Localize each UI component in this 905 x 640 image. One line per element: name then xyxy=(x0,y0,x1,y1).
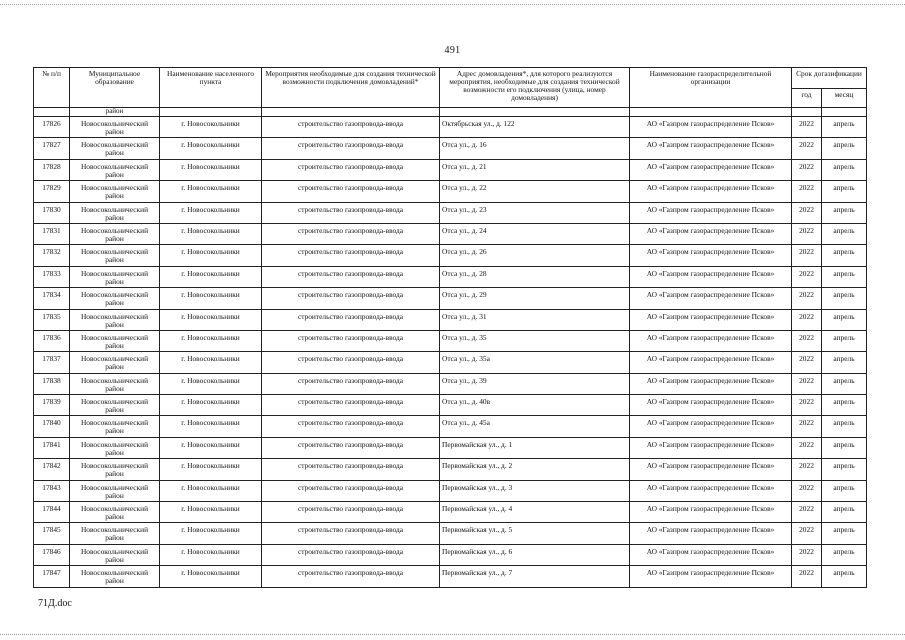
cell-address: Отса ул., д. 23 xyxy=(440,202,630,223)
cell-year: 2022 xyxy=(792,437,822,458)
cell-organization: АО «Газпром газораспределение Псков» xyxy=(630,502,792,523)
cell-municipality: Новосокольнический район xyxy=(70,117,160,138)
cell-organization: АО «Газпром газораспределение Псков» xyxy=(630,566,792,587)
cell-measure: строительство газопровода-ввода xyxy=(262,202,440,223)
cell-settlement: г. Новосокольники xyxy=(160,181,262,202)
cell-settlement: г. Новосокольники xyxy=(160,459,262,480)
header-municipality: Муниципальное образование xyxy=(70,68,160,108)
cell-organization: АО «Газпром газораспределение Псков» xyxy=(630,480,792,501)
table-row xyxy=(34,566,867,587)
cell-year: 2022 xyxy=(792,480,822,501)
cell-address: Первомайская ул., д. 7 xyxy=(440,566,630,587)
cell-settlement: г. Новосокольники xyxy=(160,202,262,223)
cell-month: апрель xyxy=(822,288,867,309)
cell-month: апрель xyxy=(822,373,867,394)
header-measures: Мероприятия необходимые для создания технической возможности подключения домовладений* xyxy=(262,68,440,108)
cell-num: 17829 xyxy=(34,181,70,202)
table-row xyxy=(34,138,867,159)
cell-measure: строительство газопровода-ввода xyxy=(262,309,440,330)
cell-year: 2022 xyxy=(792,373,822,394)
cell-year: 2022 xyxy=(792,202,822,223)
continuation-row xyxy=(34,108,867,117)
cell-month: апрель xyxy=(822,523,867,544)
cell-settlement: г. Новосокольники xyxy=(160,395,262,416)
cell-municipality: Новосокольнический район xyxy=(70,138,160,159)
cell-num: 17842 xyxy=(34,459,70,480)
cell-organization: АО «Газпром газораспределение Псков» xyxy=(630,223,792,244)
table-row xyxy=(34,416,867,437)
cell-month: апрель xyxy=(822,159,867,180)
cell-num: 17845 xyxy=(34,523,70,544)
cell-municipality: Новосокольнический район xyxy=(70,330,160,351)
cell-address: Первомайская ул., д. 6 xyxy=(440,544,630,565)
cell-year: 2022 xyxy=(792,459,822,480)
header-month: месяц xyxy=(822,89,867,108)
cell-measure: строительство газопровода-ввода xyxy=(262,416,440,437)
cell-measure: строительство газопровода-ввода xyxy=(262,330,440,351)
cell-year: 2022 xyxy=(792,502,822,523)
cell-measure: строительство газопровода-ввода xyxy=(262,117,440,138)
cell-organization: АО «Газпром газораспределение Псков» xyxy=(630,459,792,480)
page-number: 491 xyxy=(444,45,461,56)
cell-settlement: г. Новосокольники xyxy=(160,523,262,544)
cell-organization: АО «Газпром газораспределение Псков» xyxy=(630,288,792,309)
cell-measure: строительство газопровода-ввода xyxy=(262,352,440,373)
cell-address: Октябрьская ул., д. 122 xyxy=(440,117,630,138)
cell-year: 2022 xyxy=(792,309,822,330)
cell-municipality: Новосокольнический район xyxy=(70,245,160,266)
table-row xyxy=(34,181,867,202)
cell-municipality: Новосокольнический район xyxy=(70,288,160,309)
cell-month: апрель xyxy=(822,245,867,266)
cell-organization: АО «Газпром газораспределение Псков» xyxy=(630,117,792,138)
cell-measure: строительство газопровода-ввода xyxy=(262,245,440,266)
cell-measure: строительство газопровода-ввода xyxy=(262,223,440,244)
table-row xyxy=(34,245,867,266)
cell-year: 2022 xyxy=(792,352,822,373)
header-num: № п/п xyxy=(34,68,70,108)
cell-settlement: г. Новосокольники xyxy=(160,138,262,159)
cell-month: апрель xyxy=(822,437,867,458)
cell-settlement: г. Новосокольники xyxy=(160,223,262,244)
cell-address: Отса ул., д. 40в xyxy=(440,395,630,416)
cell-num: 17828 xyxy=(34,159,70,180)
cell-settlement: г. Новосокольники xyxy=(160,266,262,287)
table-row xyxy=(34,480,867,501)
cell-num: 17833 xyxy=(34,266,70,287)
cell-month: апрель xyxy=(822,416,867,437)
cell-organization: АО «Газпром газораспределение Псков» xyxy=(630,416,792,437)
cell-municipality: Новосокольнический район xyxy=(70,159,160,180)
cell-month: апрель xyxy=(822,117,867,138)
header-year: год xyxy=(792,89,822,108)
continuation-cell: район xyxy=(70,108,160,117)
cell-settlement: г. Новосокольники xyxy=(160,330,262,351)
cell-num: 17846 xyxy=(34,544,70,565)
table-row xyxy=(34,502,867,523)
cell-settlement: г. Новосокольники xyxy=(160,416,262,437)
cell-municipality: Новосокольнический район xyxy=(70,223,160,244)
cell-measure: строительство газопровода-ввода xyxy=(262,502,440,523)
cell-num: 17826 xyxy=(34,117,70,138)
cell-municipality: Новосокольнический район xyxy=(70,416,160,437)
cell-address: Первомайская ул., д. 3 xyxy=(440,480,630,501)
cell-year: 2022 xyxy=(792,330,822,351)
table-body xyxy=(34,117,867,588)
cell-month: апрель xyxy=(822,309,867,330)
cell-num: 17835 xyxy=(34,309,70,330)
cell-address: Первомайская ул., д. 1 xyxy=(440,437,630,458)
table-row xyxy=(34,459,867,480)
cell-month: апрель xyxy=(822,502,867,523)
cell-year: 2022 xyxy=(792,566,822,587)
cell-settlement: г. Новосокольники xyxy=(160,288,262,309)
cell-year: 2022 xyxy=(792,288,822,309)
cell-year: 2022 xyxy=(792,159,822,180)
cell-measure: строительство газопровода-ввода xyxy=(262,266,440,287)
cell-settlement: г. Новосокольники xyxy=(160,502,262,523)
cell-address: Отса ул., д. 21 xyxy=(440,159,630,180)
cell-year: 2022 xyxy=(792,181,822,202)
cell-organization: АО «Газпром газораспределение Псков» xyxy=(630,202,792,223)
cell-num: 17843 xyxy=(34,480,70,501)
cell-settlement: г. Новосокольники xyxy=(160,245,262,266)
cell-num: 17827 xyxy=(34,138,70,159)
cell-address: Отса ул., д. 28 xyxy=(440,266,630,287)
cell-num: 17837 xyxy=(34,352,70,373)
table-header xyxy=(34,68,867,117)
cell-month: апрель xyxy=(822,352,867,373)
table-row xyxy=(34,523,867,544)
table-row xyxy=(34,202,867,223)
header-settlement: Наименование населенного пункта xyxy=(160,68,262,108)
cell-year: 2022 xyxy=(792,416,822,437)
cell-address: Отса ул., д. 39 xyxy=(440,373,630,394)
cell-address: Отса ул., д. 24 xyxy=(440,223,630,244)
cell-num: 17840 xyxy=(34,416,70,437)
cell-organization: АО «Газпром газораспределение Псков» xyxy=(630,352,792,373)
cell-municipality: Новосокольнический район xyxy=(70,566,160,587)
cell-measure: строительство газопровода-ввода xyxy=(262,159,440,180)
table-row xyxy=(34,223,867,244)
cell-municipality: Новосокольнический район xyxy=(70,523,160,544)
header-organization: Наименование газораспределительной организации xyxy=(630,68,792,108)
cell-address: Отса ул., д. 31 xyxy=(440,309,630,330)
cell-municipality: Новосокольнический район xyxy=(70,373,160,394)
scan-edge-bottom xyxy=(0,634,905,635)
cell-address: Отса ул., д. 16 xyxy=(440,138,630,159)
cell-num: 17830 xyxy=(34,202,70,223)
cell-municipality: Новосокольнический район xyxy=(70,395,160,416)
table-row xyxy=(34,330,867,351)
cell-num: 17838 xyxy=(34,373,70,394)
cell-settlement: г. Новосокольники xyxy=(160,309,262,330)
cell-num: 17844 xyxy=(34,502,70,523)
table-row xyxy=(34,437,867,458)
cell-measure: строительство газопровода-ввода xyxy=(262,544,440,565)
cell-year: 2022 xyxy=(792,544,822,565)
cell-address: Отса ул., д. 45а xyxy=(440,416,630,437)
cell-measure: строительство газопровода-ввода xyxy=(262,437,440,458)
cell-year: 2022 xyxy=(792,266,822,287)
cell-month: апрель xyxy=(822,459,867,480)
cell-municipality: Новосокольнический район xyxy=(70,181,160,202)
table-row xyxy=(34,117,867,138)
cell-settlement: г. Новосокольники xyxy=(160,159,262,180)
cell-settlement: г. Новосокольники xyxy=(160,544,262,565)
cell-month: апрель xyxy=(822,138,867,159)
cell-measure: строительство газопровода-ввода xyxy=(262,459,440,480)
cell-month: апрель xyxy=(822,181,867,202)
cell-month: апрель xyxy=(822,330,867,351)
cell-municipality: Новосокольнический район xyxy=(70,437,160,458)
cell-num: 17836 xyxy=(34,330,70,351)
cell-month: апрель xyxy=(822,266,867,287)
cell-address: Отса ул., д. 35а xyxy=(440,352,630,373)
cell-measure: строительство газопровода-ввода xyxy=(262,373,440,394)
cell-year: 2022 xyxy=(792,223,822,244)
header-term: Срок догазификации xyxy=(792,68,867,89)
cell-settlement: г. Новосокольники xyxy=(160,373,262,394)
cell-municipality: Новосокольнический район xyxy=(70,480,160,501)
cell-address: Отса ул., д. 22 xyxy=(440,181,630,202)
cell-organization: АО «Газпром газораспределение Псков» xyxy=(630,437,792,458)
cell-address: Отса ул., д. 29 xyxy=(440,288,630,309)
cell-municipality: Новосокольнический район xyxy=(70,352,160,373)
cell-settlement: г. Новосокольники xyxy=(160,480,262,501)
cell-num: 17847 xyxy=(34,566,70,587)
table-row xyxy=(34,288,867,309)
cell-municipality: Новосокольнический район xyxy=(70,544,160,565)
cell-month: апрель xyxy=(822,480,867,501)
table-row xyxy=(34,395,867,416)
footer-filename: 71Д.doc xyxy=(38,598,72,609)
cell-address: Отса ул., д. 35 xyxy=(440,330,630,351)
cell-month: апрель xyxy=(822,566,867,587)
table-row xyxy=(34,352,867,373)
cell-municipality: Новосокольнический район xyxy=(70,202,160,223)
cell-address: Первомайская ул., д. 5 xyxy=(440,523,630,544)
cell-organization: АО «Газпром газораспределение Псков» xyxy=(630,330,792,351)
cell-municipality: Новосокольнический район xyxy=(70,459,160,480)
table-row xyxy=(34,159,867,180)
cell-month: апрель xyxy=(822,395,867,416)
table-row xyxy=(34,544,867,565)
cell-year: 2022 xyxy=(792,523,822,544)
cell-municipality: Новосокольнический район xyxy=(70,266,160,287)
table-row xyxy=(34,266,867,287)
cell-settlement: г. Новосокольники xyxy=(160,437,262,458)
gasification-table xyxy=(33,67,867,588)
cell-num: 17841 xyxy=(34,437,70,458)
cell-year: 2022 xyxy=(792,245,822,266)
cell-address: Первомайская ул., д. 4 xyxy=(440,502,630,523)
cell-measure: строительство газопровода-ввода xyxy=(262,566,440,587)
cell-measure: строительство газопровода-ввода xyxy=(262,181,440,202)
cell-settlement: г. Новосокольники xyxy=(160,566,262,587)
cell-settlement: г. Новосокольники xyxy=(160,117,262,138)
cell-num: 17839 xyxy=(34,395,70,416)
cell-month: апрель xyxy=(822,544,867,565)
cell-address: Отса ул., д. 26 xyxy=(440,245,630,266)
cell-measure: строительство газопровода-ввода xyxy=(262,523,440,544)
cell-measure: строительство газопровода-ввода xyxy=(262,288,440,309)
table-row xyxy=(34,373,867,394)
cell-num: 17834 xyxy=(34,288,70,309)
cell-measure: строительство газопровода-ввода xyxy=(262,395,440,416)
cell-organization: АО «Газпром газораспределение Псков» xyxy=(630,309,792,330)
scan-edge-top xyxy=(0,4,905,5)
cell-settlement: г. Новосокольники xyxy=(160,352,262,373)
cell-address: Первомайская ул., д. 2 xyxy=(440,459,630,480)
cell-num: 17831 xyxy=(34,223,70,244)
cell-measure: строительство газопровода-ввода xyxy=(262,138,440,159)
cell-organization: АО «Газпром газораспределение Псков» xyxy=(630,159,792,180)
table-row xyxy=(34,309,867,330)
cell-month: апрель xyxy=(822,223,867,244)
cell-organization: АО «Газпром газораспределение Псков» xyxy=(630,138,792,159)
cell-month: апрель xyxy=(822,202,867,223)
cell-num: 17832 xyxy=(34,245,70,266)
cell-organization: АО «Газпром газораспределение Псков» xyxy=(630,395,792,416)
cell-year: 2022 xyxy=(792,117,822,138)
cell-organization: АО «Газпром газораспределение Псков» xyxy=(630,523,792,544)
cell-organization: АО «Газпром газораспределение Псков» xyxy=(630,245,792,266)
cell-organization: АО «Газпром газораспределение Псков» xyxy=(630,373,792,394)
cell-organization: АО «Газпром газораспределение Псков» xyxy=(630,181,792,202)
cell-organization: АО «Газпром газораспределение Псков» xyxy=(630,266,792,287)
cell-organization: АО «Газпром газораспределение Псков» xyxy=(630,544,792,565)
header-address: Адрес домовладения*, для которого реализуются мероприятия, необходимые для создания технической возможности его подключения (улица, номер домовладения) xyxy=(440,68,630,108)
cell-year: 2022 xyxy=(792,395,822,416)
cell-year: 2022 xyxy=(792,138,822,159)
cell-municipality: Новосокольнический район xyxy=(70,309,160,330)
cell-municipality: Новосокольнический район xyxy=(70,502,160,523)
cell-measure: строительство газопровода-ввода xyxy=(262,480,440,501)
